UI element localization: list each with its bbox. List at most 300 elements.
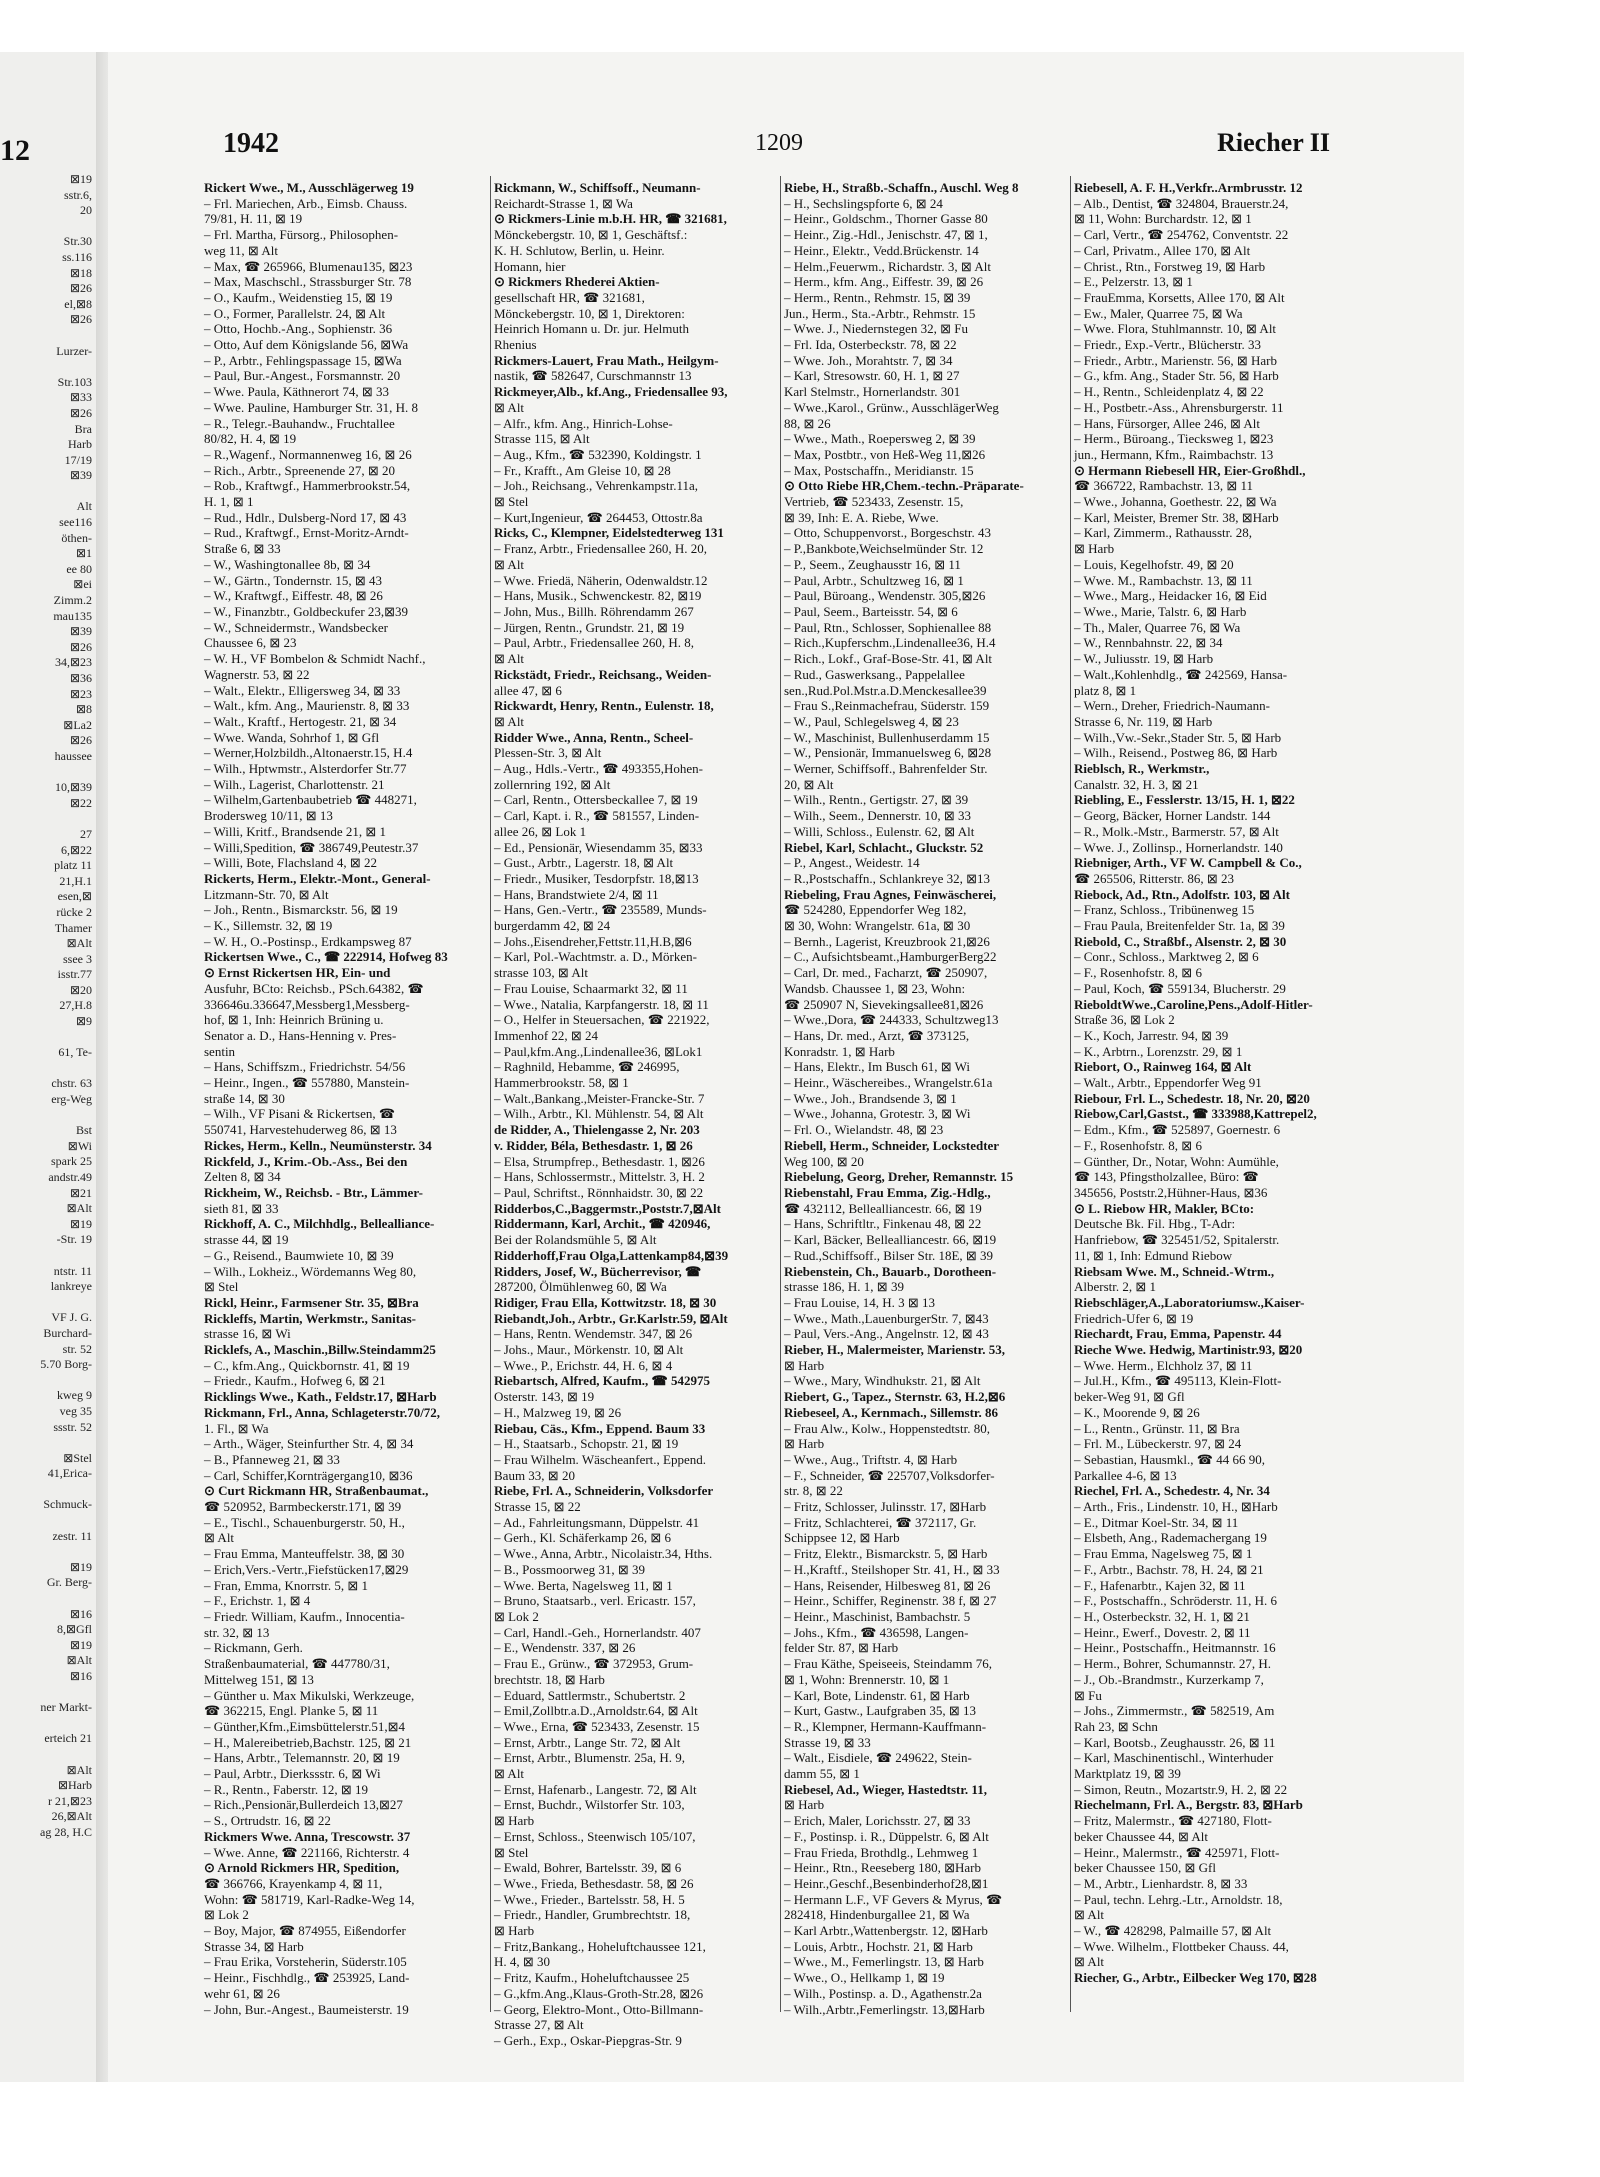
directory-entry-line: – Alb., Dentist, ☎ 324804, Brauerstr.24, (1074, 195, 1289, 211)
directory-entry-line: – Boy, Major, ☎ 874955, Eißendorfer (204, 1923, 406, 1939)
directory-entry-line: – Christ., Rtn., Forstweg 19, ⊠ Harb (1074, 258, 1266, 274)
directory-entry-line: – Heinr., Elektr., Vedd.Brückenstr. 14 (784, 242, 979, 258)
directory-entry-line: – Aug., Hdls.-Vertr., ☎ 493355,Hohen- (494, 761, 704, 777)
directory-entry-line: – Ewald, Bohrer, Bartelsstr. 39, ⊠ 6 (494, 1860, 682, 1876)
directory-entry-line: allee 47, ⊠ 6 (494, 682, 562, 698)
previous-page-fragment: Schmuck- (43, 1497, 92, 1512)
directory-entry-line: Strasse 34, ⊠ Harb (204, 1938, 304, 1954)
directory-entry-line: – Aug., Kfm., ☎ 532390, Koldingstr. 1 (494, 446, 702, 462)
directory-entry-line: – Erich,Vers.-Vertr.,Fiefstücken17,⊠29 (204, 1561, 409, 1577)
directory-entry-line: – Walt., kfm. Ang., Maurienstr. 8, ⊠ 33 (204, 698, 410, 714)
directory-entry-line: Homann, hier (494, 258, 566, 274)
previous-page-fragment: ⊠18 (69, 265, 92, 280)
directory-entry-line: Riebling, E., Fesslerstr. 13/15, H. 1, ⊠22 (1074, 792, 1295, 808)
directory-entry-line: 88, ⊠ 26 (784, 415, 831, 431)
directory-entry-line: – Wwe. Wanda, Sohrhof 1, ⊠ Gfl (204, 729, 380, 745)
directory-entry-line: – F., Postinsp. i. R., Düppelstr. 6, ⊠ Alt (784, 1828, 989, 1844)
directory-entry-line: – R.,Wagenf., Normannenweg 16, ⊠ 26 (204, 446, 412, 462)
directory-entry-line: Parkallee 4-6, ⊠ 13 (1074, 1467, 1177, 1483)
page-header (215, 128, 1330, 164)
directory-entry-line: – Paul, Arbtr., Friedensallee 260, H. 8, (494, 635, 695, 651)
directory-entry-line: – B., Possmoorweg 31, ⊠ 39 (494, 1561, 646, 1577)
directory-entry-line: – Hans, Schiffszm., Friedrichstr. 54/56 (204, 1059, 406, 1075)
directory-entry-line: – Herm., Büroang., Tiecksweg 1, ⊠23 (1074, 431, 1274, 447)
directory-entry-line: Zelten 8, ⊠ 34 (204, 1169, 281, 1185)
directory-entry-line: 345656, Poststr.2,Hühner-Haus, ⊠36 (1074, 1185, 1268, 1200)
directory-entry-line: 20, ⊠ Alt (784, 776, 834, 792)
directory-entry-line: – H., Sechslingspforte 6, ⊠ 24 (784, 195, 943, 211)
directory-entry-line: – K., Sillemstr. 32, ⊠ 19 (204, 918, 333, 934)
directory-entry-line: – Sebastian, Hausmkl., ☎ 44 66 90, (1074, 1451, 1265, 1467)
directory-entry-line: ☎ 520952, Barmbeckerstr.171, ⊠ 39 (204, 1499, 402, 1515)
directory-entry-line: – Carl, Dr. med., Facharzt, ☎ 250907, (784, 965, 988, 981)
directory-entry-line: – Fritz, Elektr., Bismarckstr. 5, ⊠ Harb (784, 1546, 988, 1562)
directory-entry-line: Rieber, H., Malermeister, Marienstr. 53, (784, 1342, 1005, 1358)
directory-entry-line: Riebert, G., Tapez., Sternstr. 63, H.2,⊠6 (784, 1389, 1006, 1405)
directory-entry-line: – R., Telegr.-Bauhandw., Fruchtallee (204, 415, 395, 431)
directory-entry-line: – Hans, Musik., Schwenckestr. 82, ⊠19 (494, 588, 702, 604)
directory-entry-line: – H., Staatsarb., Schopstr. 21, ⊠ 19 (494, 1436, 679, 1452)
directory-entry-line: ⊠ 11, Wohn: Burchardstr. 12, ⊠ 1 (1074, 211, 1252, 227)
directory-entry-line: – Heinr., Schiffer, Reginenstr. 38 f, ⊠ 27 (784, 1593, 997, 1609)
directory-entry-line: – Otto, Schuppenvorst., Borgeschstr. 43 (784, 525, 992, 541)
directory-entry-line: beker Chaussee 44, ⊠ Alt (1074, 1828, 1209, 1844)
previous-page-fragment: ⊠39 (69, 624, 92, 639)
directory-entry-line: strasse 44, ⊠ 19 (204, 1232, 289, 1248)
directory-entry-line: – Rich., Arbtr., Spreenende 27, ⊠ 20 (204, 462, 396, 478)
directory-entry-line: – Conr., Schloss., Marktweg 2, ⊠ 6 (1074, 949, 1259, 965)
previous-page-fragment: 5.70 Borg- (40, 1357, 92, 1372)
directory-entry-line: Riebenstein, Ch., Bauarb., Dorotheen- (784, 1263, 997, 1279)
directory-entry-line: – Wilh.,Arbtr.,Femerlingstr. 13,⊠Harb (784, 2001, 985, 2017)
previous-page-fragment: ⊠26 (69, 405, 92, 420)
directory-entry-line: – Günther, Dr., Notar, Wohn: Aumühle, (1074, 1153, 1279, 1169)
directory-entry-line: – G., Reisend., Baumwiete 10, ⊠ 39 (204, 1247, 394, 1263)
directory-entry-line: Hammerbrookstr. 58, ⊠ 1 (494, 1075, 629, 1091)
directory-entry-line: – Georg, Bäcker, Horner Landstr. 144 (1074, 808, 1271, 824)
directory-entry-line: – G., kfm. Ang., Stader Str. 56, ⊠ Harb (1074, 368, 1279, 384)
directory-entry-line: Rhenius (494, 337, 537, 353)
directory-entry-line: – Wilh.,Vw.-Sekr.,Stader Str. 5, ⊠ Harb (1074, 729, 1282, 745)
directory-entry-line: Riecher, G., Arbtr., Eilbecker Weg 170, ⊠28 (1074, 1970, 1317, 1986)
directory-entry-line: – Joh., Rentn., Bismarckstr. 56, ⊠ 19 (204, 902, 398, 918)
directory-entry-line: ☎ 362215, Engl. Planke 5, ⊠ 11 (204, 1703, 379, 1719)
directory-entry-line: ⊠ 30, Wohn: Wrangelstr. 61a, ⊠ 30 (784, 918, 971, 934)
directory-entry-line: ⊙ Otto Riebe HR,Chem.-techn.-Präparate- (784, 478, 1024, 494)
directory-entry-line: Ricklefs, A., Maschin.,Billw.Steindamm25 (204, 1342, 436, 1358)
previous-page-fragment: ⊠Alt (66, 1762, 92, 1777)
directory-entry-line: – Rickmann, Gerh. (204, 1640, 303, 1656)
directory-entry-line: – E., Ditmar Koel-Str. 34, ⊠ 11 (1074, 1514, 1239, 1530)
previous-page-fragment (2, 1482, 92, 1498)
directory-entry-line: – Wilh., Rentn., Gertigstr. 27, ⊠ 39 (784, 792, 969, 808)
previous-page-fragment (2, 1295, 92, 1311)
directory-entry-line: ⊙ Curt Rickmann HR, Straßenbaumat., (204, 1483, 429, 1499)
directory-entry-line: Riebandt,Joh., Arbtr., Gr.Karlstr.59, ⊠Alt (494, 1310, 728, 1326)
previous-page-fragment: ⊠23 (69, 686, 92, 701)
previous-page-fragment: chstr. 63 (51, 1076, 92, 1091)
directory-column-1 (204, 180, 474, 2017)
column-divider (780, 176, 781, 2012)
directory-entry-line: – Kurt, Gastw., Laufgraben 35, ⊠ 13 (784, 1703, 977, 1719)
directory-entry-line: – O., Kaufm., Weidenstieg 15, ⊠ 19 (204, 289, 393, 305)
directory-entry-line: Ridders, Josef, W., Bücherrevisor, ☎ (494, 1263, 702, 1279)
directory-entry-line: – Simon, Reutn., Mozartstr.9, H. 2, ⊠ 22 (1074, 1781, 1288, 1797)
previous-page-fragment: -Str. 19 (56, 1232, 92, 1247)
directory-entry-line: – W., Rennbahnstr. 22, ⊠ 34 (1074, 635, 1223, 651)
directory-entry-line: – K., Moorende 9, ⊠ 26 (1074, 1404, 1200, 1420)
directory-entry-line: – Heinr., Ingen., ☎ 557880, Manstein- (204, 1075, 410, 1091)
directory-entry-line: v. Ridder, Béla, Bethesdastr. 1, ⊠ 26 (494, 1137, 693, 1153)
directory-entry-line: ⊙ Rickmers-Linie m.b.H. HR, ☎ 321681, (494, 211, 727, 227)
column-divider (490, 176, 491, 2012)
directory-entry-line: Senator a. D., Hans-Henning v. Pres- (204, 1027, 397, 1043)
previous-page-fragment: platz 11 (54, 858, 92, 873)
directory-entry-line: – Gerh., Exp., Oskar-Piepgras-Str. 9 (494, 2032, 682, 2048)
directory-entry-line: jun., Hermann, Kfm., Raimbachstr. 13 (1074, 446, 1274, 462)
directory-entry-line: – H., Postbetr.-Ass., Ahrensburgerstr. 11 (1074, 399, 1284, 415)
directory-entry-line: – W. H., O.-Postinsp., Erdkampsweg 87 (204, 933, 412, 949)
directory-entry-line: Rickhoff, A. C., Milchhdlg., Bellealliance- (204, 1216, 435, 1232)
previous-page-fragment: ⊠Alt (66, 1653, 92, 1668)
directory-entry-line: Brodersweg 10/11, ⊠ 13 (204, 808, 333, 824)
directory-entry-line: – Paul, Vers.-Ang., Angelnstr. 12, ⊠ 43 (784, 1326, 989, 1342)
directory-entry-line: – Paul,kfm.Ang.,Lindenallee36, ⊠Lok1 (494, 1043, 703, 1059)
previous-page-fragment: str. 52 (62, 1341, 92, 1356)
directory-entry-line: – W., Maschinist, Bullenhuserdamm 15 (784, 729, 990, 745)
previous-page-fragment: ⊠16 (69, 1606, 92, 1621)
previous-page-fragment: veg 35 (59, 1403, 92, 1418)
directory-entry-line: brechtstr. 18, ⊠ Harb (494, 1671, 605, 1687)
directory-entry-line: – Herm., kfm. Ang., Eiffestr. 39, ⊠ 26 (784, 274, 984, 290)
directory-entry-line: – Frau Käthe, Speiseeis, Steindamm 76, (784, 1656, 992, 1672)
directory-entry-line: – Heinr., Zig.-Hdl., Jenischstr. 47, ⊠ 1, (784, 227, 988, 243)
previous-page-fragment (2, 1544, 92, 1560)
previous-page-fragment: lankreye (50, 1279, 92, 1294)
directory-entry-line: – Hermann L.F., VF Gevers & Myrus, ☎ (784, 1891, 1003, 1907)
directory-entry-line: – Wwe. J., Zollinsp., Hornerlandstr. 140 (1074, 839, 1283, 855)
directory-entry-line: ⊠ Alt (1074, 1954, 1105, 1970)
previous-page-fragment: ⊠20 (69, 982, 92, 997)
directory-entry-line: zollernring 192, ⊠ Alt (494, 776, 611, 792)
directory-entry-line: – Arth., Fris., Lindenstr. 10, H., ⊠Harb (1074, 1499, 1278, 1515)
running-head: Riecher II (1217, 128, 1330, 157)
directory-entry-line: – Wwe. Friedä, Näherin, Odenwaldstr.12 (494, 572, 708, 588)
previous-page-fragment: 8,⊠Gfl (56, 1622, 92, 1637)
directory-entry-line: – Emil,Zollbtr.a.D.,Arnoldstr.64, ⊠ Alt (494, 1703, 698, 1719)
previous-page-fragment: 17/19 (64, 452, 92, 467)
directory-entry-line: – W. H., VF Bombelon & Schmidt Nachf., (204, 651, 426, 667)
directory-entry-line: 11, ⊠ 1, Inh: Edmund Riebow (1074, 1247, 1233, 1263)
directory-entry-line: ⊠ Alt (204, 1530, 235, 1546)
directory-column-4 (1074, 180, 1344, 2010)
directory-entry-line: gesellschaft HR, ☎ 321681, (494, 289, 645, 305)
directory-entry-line: – Friedr. William, Kaufm., Innocentia- (204, 1608, 405, 1624)
directory-entry-line: Riebeseel, A., Kernmach., Sillemstr. 86 (784, 1404, 998, 1420)
directory-entry-line: ⊙ L. Riebow HR, Makler, BCto: (1074, 1200, 1255, 1216)
directory-entry-line: burgerdamm 42, ⊠ 24 (494, 918, 611, 934)
directory-entry-line: Plessen-Str. 3, ⊠ Alt (494, 745, 602, 761)
directory-entry-line: – Th., Maler, Quarree 76, ⊠ Wa (1074, 619, 1241, 635)
directory-entry-line: straße 14, ⊠ 30 (204, 1090, 285, 1106)
previous-page-fragment: erg-Weg (51, 1092, 92, 1107)
directory-entry-line: – Wwe. Paula, Käthnerort 74, ⊠ 33 (204, 384, 390, 400)
previous-page-fragment: 41,Erica- (47, 1466, 92, 1481)
directory-entry-line: ⊠ Harb (784, 1357, 825, 1373)
previous-page-fragment: Thamer (54, 920, 92, 935)
directory-entry-line: Riebold, C., Straßbf., Alsenstr. 2, ⊠ 30 (1074, 933, 1287, 949)
directory-entry-line: – Hans, Gen.-Vertr., ☎ 235589, Munds- (494, 902, 707, 918)
directory-entry-line: – Louis, Kegelhofstr. 49, ⊠ 20 (1074, 556, 1234, 572)
directory-entry-line: Riebartsch, Alfred, Kaufm., ☎ 542975 (494, 1373, 710, 1389)
directory-entry-line: – Gust., Arbtr., Lagerstr. 18, ⊠ Alt (494, 855, 674, 871)
directory-entry-line: – Ew., Maler, Quarree 75, ⊠ Wa (1074, 305, 1243, 321)
previous-page-fragment: Str.103 (57, 374, 92, 389)
directory-entry-line: – Karl, Zimmerm., Rathausstr. 28, (1074, 525, 1253, 541)
directory-entry-line: Rickmann, W., Schiffsoff., Neumann- (494, 180, 701, 195)
directory-entry-line: Mönckebergstr. 10, ⊠ 1, Geschäftsf.: (494, 227, 688, 243)
directory-entry-line: – Max, Postschaffn., Meridianstr. 15 (784, 462, 974, 478)
directory-entry-line: – H., Malzweg 19, ⊠ 26 (494, 1404, 622, 1420)
directory-entry-line: – Max, Postbtr., von Heß-Weg 11,⊠26 (784, 446, 986, 462)
directory-entry-line: Ridiger, Frau Ella, Kottwitzstr. 18, ⊠ 30 (494, 1294, 717, 1310)
directory-entry-line: Bei der Rolandsmühle 5, ⊠ Alt (494, 1232, 657, 1248)
previous-page-fragment: ⊠33 (69, 390, 92, 405)
directory-entry-line: – Johs., Maur., Mörkenstr. 10, ⊠ Alt (494, 1342, 684, 1358)
directory-entry-line: – Wwe., Erna, ☎ 523433, Zesenstr. 15 (494, 1718, 700, 1734)
directory-entry-line: – Carl, Handl.-Geh., Hornerlandstr. 407 (494, 1624, 701, 1640)
directory-entry-line: – John, Mus., Billh. Röhrendamm 267 (494, 603, 694, 619)
directory-entry-line: – Wilh., VF Pisani & Rickertsen, ☎ (204, 1106, 396, 1122)
directory-entry-line: Rickl, Heinr., Farmsener Str. 35, ⊠Bra (204, 1294, 419, 1310)
previous-page-edge (0, 52, 108, 2082)
directory-entry-line: – Frau S.,Reinmachefrau, Süderstr. 159 (784, 698, 990, 714)
directory-entry-line: allee 26, ⊠ Lok 1 (494, 823, 587, 839)
directory-entry-line: Rickmann, Frl., Anna, Schlageterstr.70/72, (204, 1404, 441, 1420)
directory-entry-line: weg 11, ⊠ Alt (204, 242, 278, 258)
directory-entry-line: – Fritz,Bankang., Hoheluftchaussee 121, (494, 1938, 706, 1954)
directory-entry-line: ⊠ Lok 2 (204, 1907, 249, 1923)
directory-entry-line: – Walt.,Bankang.,Meister-Francke-Str. 7 (494, 1090, 705, 1106)
directory-entry-line: 79/81, H. 11, ⊠ 19 (204, 211, 303, 227)
directory-entry-line: – C., Aufsichtsbeamt.,HamburgerBerg22 (784, 949, 997, 965)
directory-entry-line: RieboldtWwe.,Caroline,Pens.,Adolf-Hitler- (1074, 996, 1313, 1012)
directory-entry-line: ⊙ Arnold Rickmers HR, Spedition, (204, 1860, 400, 1876)
previous-page-fragment: 10,⊠39 (54, 780, 92, 795)
directory-entry-line: Rickert Wwe., M., Ausschlägerweg 19 (204, 180, 414, 195)
previous-page-fragment: see116 (59, 515, 92, 530)
directory-entry-line: – Frau E., Grünw., ☎ 372953, Grum- (494, 1656, 694, 1672)
directory-entry-line: – Paul, Koch, ☎ 559134, Blucherstr. 29 (1074, 980, 1286, 996)
directory-entry-line: – Ad., Fahrleitungsmann, Düppelstr. 41 (494, 1514, 700, 1530)
directory-entry-line: Riddermann, Karl, Archit., ☎ 420946, (494, 1216, 711, 1232)
directory-entry-line: – Hans, Dr. med., Arzt, ☎ 373125, (784, 1027, 970, 1043)
directory-entry-line: – G.,kfm.Ang.,Klaus-Groth-Str.28, ⊠26 (494, 1985, 704, 2001)
directory-entry-line: – O., Helfer in Steuersachen, ☎ 221922, (494, 1012, 710, 1028)
directory-entry-line: – R., Klempner, Hermann-Kauffmann- (784, 1718, 987, 1734)
directory-entry-line: – Friedr., Arbtr., Marienstr. 56, ⊠ Harb (1074, 352, 1277, 368)
directory-entry-line: – Karl, Bootsb., Zeughausstr. 26, ⊠ 11 (1074, 1734, 1276, 1750)
directory-entry-line: – Wwe. Berta, Nagelsweg 11, ⊠ 1 (494, 1577, 673, 1593)
previous-page-fragment (2, 1716, 92, 1732)
directory-entry-line: beker-Weg 91, ⊠ Gfl (1074, 1389, 1185, 1405)
previous-page-fragment: 20 (80, 203, 92, 218)
directory-entry-line: – Wwe. Wilhelm., Flottbeker Chauss. 44, (1074, 1938, 1289, 1954)
directory-entry-line: – Frau Wilhelm. Wäscheanfert., Eppend. (494, 1451, 706, 1467)
previous-page-fragment: ⊠19 (69, 172, 92, 186)
directory-entry-line: Rickstädt, Friedr., Reichsang., Weiden- (494, 666, 712, 682)
previous-page-fragment: ⊠19 (69, 1216, 92, 1231)
previous-page-fragment (2, 359, 92, 375)
directory-entry-line: 550741, Harvestehuderweg 86, ⊠ 13 (204, 1122, 397, 1138)
directory-entry-line: – Wilh., Lagerist, Charlottenstr. 21 (204, 776, 385, 792)
previous-page-fragment (2, 1513, 92, 1529)
directory-entry-line: ⊙ Rickmers Rhederei Aktien- (494, 274, 660, 290)
directory-entry-line: Ricklings Wwe., Kath., Feldstr.17, ⊠Harb (204, 1389, 437, 1405)
directory-entry-line: sentin (204, 1043, 236, 1059)
directory-entry-line: Wagnerstr. 53, ⊠ 22 (204, 666, 310, 682)
directory-entry-line: – Ernst, Buchdr., Wilstorfer Str. 103, (494, 1797, 685, 1813)
directory-entry-line: H. 1, ⊠ 1 (204, 494, 254, 510)
directory-entry-line: – FrauEmma, Korsetts, Allee 170, ⊠ Alt (1074, 289, 1285, 305)
directory-entry-line: Riebsam Wwe. M., Schneid.-Wtrm., (1074, 1263, 1275, 1279)
previous-page-fragment: esen,⊠ (57, 889, 92, 904)
previous-page-fragment (2, 811, 92, 827)
directory-entry-line: Riebesell, A. F. H.,Verkfr..Armbrusstr. 12 (1074, 180, 1303, 195)
directory-entry-line: ⊠ Alt (1074, 1907, 1105, 1923)
directory-entry-line: – F., Rosenhofstr. 8, ⊠ 6 (1074, 965, 1202, 981)
previous-page-fragment: ⊠16 (69, 1669, 92, 1683)
directory-entry-line: Rickfeld, J., Krim.-Ob.-Ass., Bei den (204, 1153, 408, 1169)
directory-entry-line: – P.,Bankbote,Weichselmünder Str. 12 (784, 541, 984, 557)
previous-page-fragment: ssee 3 (63, 951, 92, 966)
directory-entry-line: ⊠ Alt (494, 713, 525, 729)
previous-page-year: 12 (0, 134, 30, 167)
directory-entry-line: Strasse 27, ⊠ Alt (494, 2017, 584, 2033)
directory-entry-line: – F., Hafenarbtr., Kajen 32, ⊠ 11 (1074, 1577, 1246, 1593)
directory-entry-line: Immenhof 22, ⊠ 24 (494, 1027, 599, 1043)
directory-entry-line: – L., Rentn., Grünstr. 11, ⊠ Bra (1074, 1420, 1240, 1436)
directory-entry-line: – Carl, Schiffer,Kornträgergang10, ⊠36 (204, 1467, 413, 1483)
previous-page-fragment: ⊠22 (69, 795, 92, 810)
directory-entry-line: ⊙ Ernst Rickertsen HR, Ein- und (204, 965, 391, 981)
previous-page-fragment: el,⊠8 (64, 296, 92, 311)
directory-entry-line: ⊙ Hermann Riebesell HR, Eier-Großhdl., (1074, 462, 1306, 478)
directory-entry-line: – Frau Frieda, Brothdlg., Lehmweg 1 (784, 1844, 979, 1860)
directory-entry-line: – E., Wendenstr. 337, ⊠ 26 (494, 1640, 636, 1656)
previous-page-fragment: isstr.77 (57, 967, 92, 982)
directory-entry-line: – R., Molk.-Mstr., Barmerstr. 57, ⊠ Alt (1074, 823, 1279, 839)
directory-entry-line: Straße 36, ⊠ Lok 2 (1074, 1012, 1175, 1028)
directory-entry-line: strasse 103, ⊠ Alt (494, 965, 588, 981)
directory-entry-line: str. 8, ⊠ 22 (784, 1483, 843, 1499)
previous-page-fragment: sstr.6, (63, 187, 92, 202)
previous-page-fragment: ⊠19 (69, 1637, 92, 1652)
directory-entry-line: ☎ 250907 N, Sievekingsallee81,⊠26 (784, 996, 984, 1012)
directory-entry-line: – Paul, Büroang., Wendenstr. 305,⊠26 (784, 588, 986, 604)
directory-entry-line: Riechardt, Frau, Emma, Papenstr. 44 (1074, 1326, 1282, 1342)
previous-page-fragment: 61, Te- (58, 1045, 92, 1060)
directory-entry-line: – Willi,Spedition, ☎ 386749,Peutestr.37 (204, 839, 419, 855)
directory-entry-line: Rickerts, Herm., Elektr.-Mont., General- (204, 870, 431, 886)
previous-page-fragment: ⊠Harb (57, 1778, 92, 1793)
directory-entry-line: Riebeling, Frau Agnes, Feinwäscherei, (784, 886, 997, 902)
directory-entry-line: – Georg, Elektro-Mont., Otto-Billmann- (494, 2001, 704, 2017)
directory-entry-line: – Franz, Schloss., Tribünenweg 15 (1074, 902, 1255, 918)
directory-entry-line: Strasse 15, ⊠ 22 (494, 1499, 581, 1515)
directory-entry-line: – Wwe., Johanna, Goethestr. 22, ⊠ Wa (1074, 494, 1277, 510)
directory-entry-line: Rickes, Herm., Kelln., Neumünsterstr. 34 (204, 1137, 432, 1153)
directory-entry-line: Riebe, Frl. A., Schneiderin, Volksdorfer (494, 1483, 714, 1499)
previous-page-fragment: ee 80 (66, 561, 92, 576)
directory-entry-line: Wandsb. Chaussee 1, ⊠ 23, Wohn: (784, 980, 966, 996)
directory-entry-line: Rieblsch, R., Werkmstr., (1074, 761, 1210, 777)
directory-entry-line: – Rich.,Pensionär,Bullerdeich 13,⊠27 (204, 1797, 403, 1813)
directory-entry-line: – H., Malereibetrieb,Bachstr. 125, ⊠ 21 (204, 1734, 412, 1750)
directory-entry-line: – Hans, Reisender, Hilbesweg 81, ⊠ 26 (784, 1577, 991, 1593)
directory-entry-line: Strasse 6, Nr. 119, ⊠ Harb (1074, 713, 1213, 729)
directory-entry-line: Rah 23, ⊠ Schn (1074, 1718, 1158, 1734)
directory-entry-line: Rickmers-Lauert, Frau Math., Heilgym- (494, 352, 719, 368)
directory-entry-line: str. 32, ⊠ 13 (204, 1624, 270, 1640)
previous-page-fragment: ⊠39 (69, 468, 92, 483)
directory-entry-line: – Paul, Seem., Barteisstr. 54, ⊠ 6 (784, 603, 958, 619)
previous-page-fragment (2, 1373, 92, 1389)
directory-entry-line: H. 4, ⊠ 30 (494, 1954, 551, 1970)
directory-entry-line: – Hans, Brandstwiete 2/4, ⊠ 11 (494, 886, 659, 902)
directory-entry-line: – P., Arbtr., Fehlingspassage 15, ⊠Wa (204, 352, 402, 368)
previous-page-fragment: andstr.49 (48, 1170, 92, 1184)
previous-page-fragment: ag 28, H.C (40, 1824, 92, 1839)
directory-entry-line: ⊠ Harb (494, 1923, 535, 1939)
directory-entry-line: Alberstr. 2, ⊠ 1 (1074, 1279, 1157, 1295)
previous-page-fragment (2, 1030, 92, 1046)
directory-entry-line: Chaussee 6, ⊠ 23 (204, 635, 297, 651)
directory-entry-line: – Jürgen, Rentn., Grundstr. 21, ⊠ 19 (494, 619, 685, 635)
directory-entry-line: Strasse 19, ⊠ 33 (784, 1734, 871, 1750)
directory-entry-line: – Hans, Elektr., Im Busch 61, ⊠ Wi (784, 1059, 970, 1075)
directory-entry-line: – Frl. Ida, Osterbeckstr. 78, ⊠ 22 (784, 337, 957, 353)
directory-entry-line: – Heinr., Malermstr., ☎ 425971, Flott- (1074, 1844, 1280, 1860)
directory-entry-line: 80/82, H. 4, ⊠ 19 (204, 431, 297, 447)
directory-entry-line: – P., Seem., Zeughausstr 16, ⊠ 11 (784, 556, 961, 572)
directory-entry-line: Jun., Herm., Sta.-Arbtr., Rehmstr. 15 (784, 305, 976, 321)
directory-entry-line: ⊠ Alt (494, 1766, 525, 1782)
directory-entry-line: – Hans, Fürsorger, Allee 246, ⊠ Alt (1074, 415, 1260, 431)
directory-entry-line: Canalstr. 32, H. 3, ⊠ 21 (1074, 776, 1199, 792)
previous-page-fragment: Harb (68, 437, 92, 452)
directory-entry-line: Schippsee 12, ⊠ Harb (784, 1530, 900, 1546)
directory-entry-line: ☎ 265506, Ritterstr. 86, ⊠ 23 (1074, 870, 1234, 886)
previous-page-fragment: 6,⊠22 (60, 842, 92, 857)
directory-entry-line: ☎ 432112, Bellealliancestr. 66, ⊠ 19 (784, 1200, 982, 1216)
directory-entry-line: ⊠ Harb (494, 1813, 535, 1829)
previous-page-fragment: Bst (75, 1123, 92, 1138)
directory-entry-line: – W., ☎ 428298, Palmaille 57, ⊠ Alt (1074, 1923, 1272, 1939)
previous-page-fragment: ⊠Stel (63, 1450, 92, 1465)
directory-column-2 (494, 180, 764, 2048)
previous-page-fragment: ⊠La2 (63, 717, 92, 732)
previous-page-fragment: rücke 2 (56, 904, 92, 919)
previous-page-fragment: ntstr. 11 (53, 1263, 92, 1278)
directory-entry-line: – Heinr., Rtn., Reeseberg 180, ⊠Harb (784, 1860, 981, 1876)
directory-entry-line: – H., Osterbeckstr. 32, H. 1, ⊠ 21 (1074, 1608, 1250, 1624)
previous-page-fragment: kweg 9 (57, 1388, 92, 1403)
directory-entry-line: 336646u.336647,Messberg1,Messberg- (204, 996, 410, 1012)
previous-page-fragment: ⊠21 (69, 1185, 92, 1200)
previous-page-text (2, 172, 92, 1841)
directory-entry-line: – Ernst, Schloss., Steenwisch 105/107, (494, 1828, 696, 1844)
